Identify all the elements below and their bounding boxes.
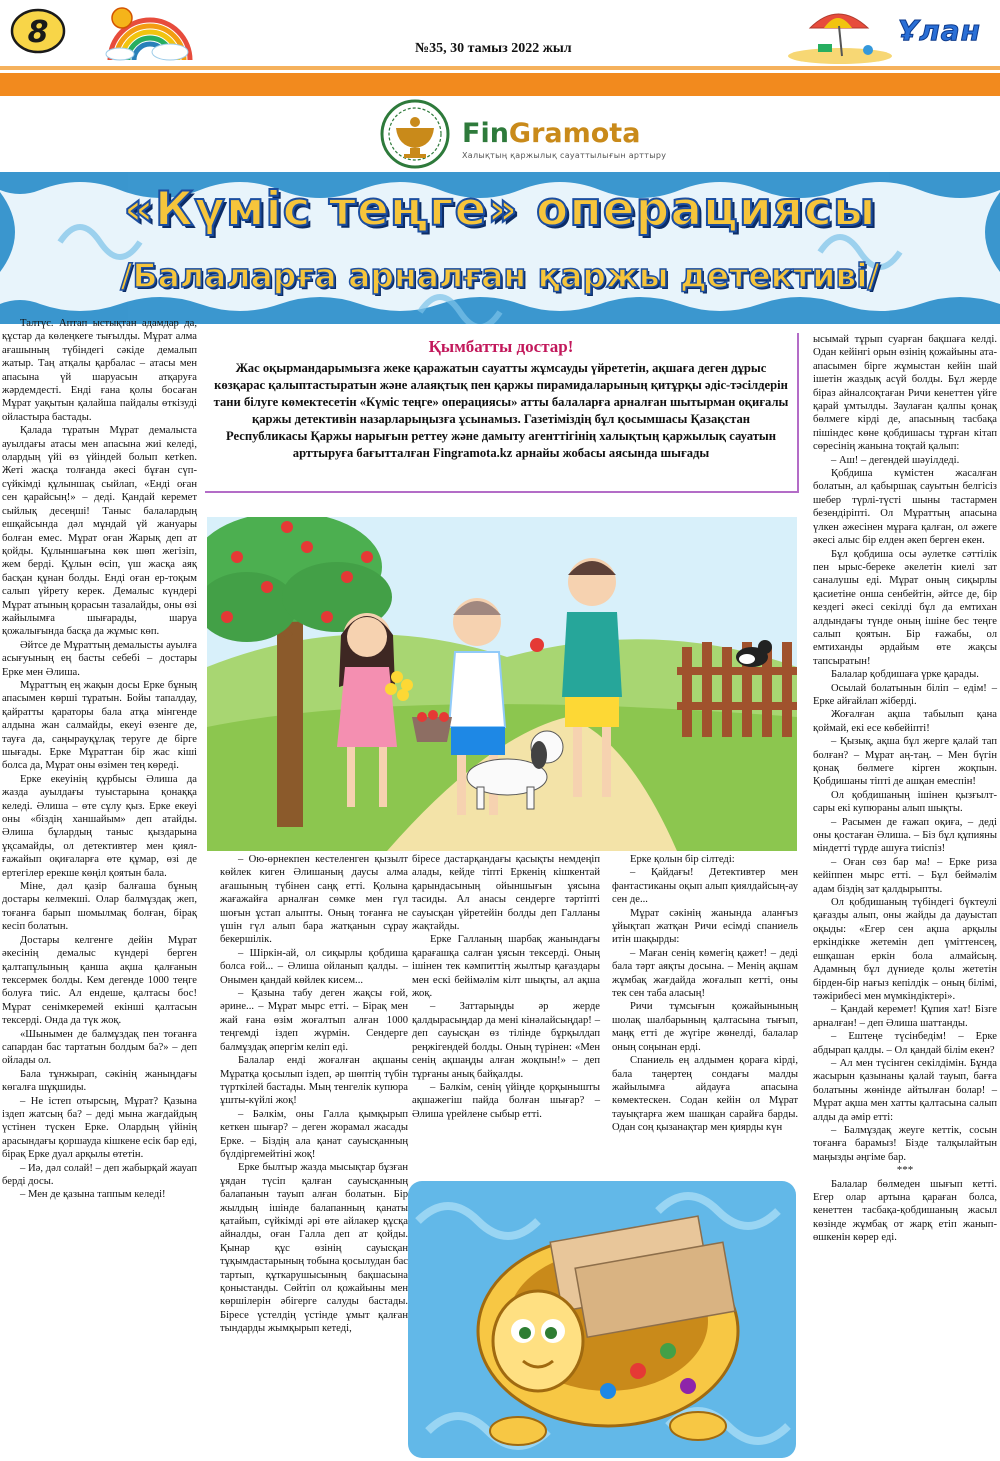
paragraph: – Аш! – дегендей шәуілдеді. xyxy=(831,454,960,466)
article-column-1 xyxy=(2,317,197,1202)
paragraph: – Қандай керемет! Құпия хат! Бізге арналған! – деп Әлиша шаттанды. xyxy=(813,1004,997,1029)
paragraph: – Мен де қазына таппым келеді! xyxy=(20,1189,166,1201)
paragraph: Спаниель ең алдымен қораға кірді, бала таңертең сондағы малды жайылымға айдауға апасына көмектескен. Содан кейін ол Мұрат тауықтарға жем шашқан сарайға барды. Одан соң қызанақтар мен қиярды күн xyxy=(612,1055,798,1134)
paragraph: – Бәлкім, сенің үйіңде қорқынышты ақшажегіш пайда болған шығар? – Әлиша үрейлене сыбыр етті. xyxy=(412,1081,600,1120)
paragraph: – Не істеп отырсың, Мұрат? Қазына іздеп жатсың ба? – деді мына жағдайдың үстінен түскен Ерке. Олардың үйінің арасындағы қоршауда кішкене есік бар еді, бірақ Ерке дуал арқылы өтетін. xyxy=(2,1095,197,1161)
page-number-badge xyxy=(8,6,68,54)
paragraph: біресе дастарқандағы қасықты немдеңіп алады, кейде тіпті Еркенің кішкентай қарындасының ойыншығын ұясына тасиды. Ал анасы сендерге тәртіпті сауысқан үйретейін болды деп Галланы жақтайды. xyxy=(412,854,600,933)
headline-title: «Күміс теңге» операциясы xyxy=(123,182,877,237)
paragraph: Осылай болатынын біліп – едім! – Ерке айғайлап жіберді. xyxy=(813,682,997,707)
paragraph: Қалада тұратын Мұрат демалыста ауылдағы атасы мен апасына жиі келеді, олардың үйі өз үйіндей болып кетken. Жеті жасқа толғанда әкесі бұған сүп-сүйкімді құлыншақ сыйлап, «Енді оған сен қарайсың!» – деді. Қандай керемет сыйлық десеңші! Таныс балалардың ешқайсында дәл мұндай үй жануары болған емес. Мұрат оған Жарық деп ат қойды. Құлыншағына көк шөп жегізіп, жем берді. Құлын өсіп, үш жасқа аяқ басқан құнан болды. Енді оған ер-тоқым салып үйрету керек. Демалыс күндері Мұрат атының қорасын тазалайды, оны өзі жайылымға шығарады, шаруа қожалығында басқа да жұмыс көп. xyxy=(2,425,197,638)
paragraph: Ол қобдишаның ішінен қызғылт-сары екі купюраны алып шықты. xyxy=(813,789,997,815)
sun-rainbow-icon xyxy=(100,2,200,64)
paragraph: – Заттарыңды әр жерде қалдырасыңдар да мені кінәлайсыңдар! – деп сауысқан өз тілінде бұрқылдап реңжігендей болды. Оның түрінен: «Мен сенің ақшаңды алған жоқпын!» – деп тұрғаны анық байқалды. xyxy=(412,1001,600,1080)
paragraph: Талтүс. Аптап ыстықтан адамдар да, құстар да көлеңкеге тығылды. Мұрат алма ағашының түбіндегі сәкіде демалып жатыр. Таң атқалы қарбалас – атасы мен апасына үй шаруасын атқаруға жәрдемдесті. Енді ғана қолы босаған Мұрат уақытын қалайша пайдалы өткізуді ойластыра бастады. xyxy=(2,318,197,423)
paragraph: Жоғалған ақша табылып қана қоймай, екі есе көбейіпті! xyxy=(813,709,997,734)
paragraph: Достары келгенге дейін Мұрат әкесінің демалыс күндері берген қалтапұлының қанша ақша қалғанын тексермек болды. Кем дегенде 1000 теңге болуға тиіс. Ал ендеше, қалтасы бос! Мұрат сенімкеремей екінші қалтасын тексерді. Онда да түк жоқ. xyxy=(2,934,197,1027)
paragraph: – Расымен де ғажап оқиға, – деді оны қостаған Әлиша. – Біз бұл құпияны міндетті түрде ашуға тиіспіз! xyxy=(813,816,997,855)
paragraph: Балалар бөлмеден шығып кетті. Егер олар артына қараған болса, кенеттен тасбақа-қобдишаның жасыл көзінде жұмбақ от жарқ етіп жанып-өшкенін көрер еді. xyxy=(813,1178,997,1244)
paragraph: Бұл қобдиша осы әулетке сәттілік пен ырыс-береке әкелетін киелі зат саналушы еді. Мұрат оның сиқырлы қасиетіне онша сенбейтін, әйтсе де, бір кездегі әкесі секілді бұл да емтихан алдындағы түнде оның ішіне бес теңге салып қоятын. Бір ғажабы, ол емтиханды әрдайым өте жақсы тапсыратын! xyxy=(813,548,997,667)
paragraph: «Шынымен де балмұздақ пен тоғанға сапардан бас тартатын болдым ба?» – деп ойлады ол. xyxy=(2,1028,197,1067)
paragraph: ысымай тұрып суарған бақшаға келді. Одан кейінгі орын өзінің қожайыны ата-апасымен бірге жұмыстан кейін шай ішетін жаздық асүй болды. Бұл жерде біраз айналсоқтаған Ричи кенеттен үйге қарай ұмтылды. Заулаған қалпы қонақ бөлмеге кірді де, апасының тасбақа пішіндес көне қобдишасы тұрған кітап сөресінің жанына тоқтай қалып: xyxy=(813,334,997,453)
brand-name-fin: Fin xyxy=(462,118,509,149)
paragraph: – Бәлкім, оны Галла қымқырып кеткен шығар? – деген жорамал жасады Ерке. – Біздің ала қанат сауысқанның бүлдіргемейтіні жоқ! xyxy=(220,1108,408,1160)
paragraph: – Маған сенің көмегің қажет! – деді бала тәрт аяқты досына. – Менің ақшам жұмбақ жағдайда жоғалып кетті, оны тек сен таба аласың! xyxy=(612,947,798,1000)
paragraph: Ричи тұмсығын қожайынының шолақ шалбарының қалтасына тығып, маңқ етті де жүгіре жөнелді, балалар оның соңынан ерді. xyxy=(612,1001,798,1053)
paragraph: Ерке былтыр жазда мысықтар бұзған ұядан түсіп қалған сауысқанның балапанын тауып алған болатын. Бір жылдың ішінде балапанның қанаты қатайып, сүйкімді әрі өте айлакер құсқа айналды, оған Галла деп ат қойды. Қынар құс өзінің сауысқан тұқымдастарының тобына қосылудан бас тартып, құткарушысының бақшасына қоныстанды. Сөйтіп ол қожайыны мен көршілерін әбігерге салуды бастады. Біресе үстелдің үстінде ұмыт қалған тындарды жымқырып кетеді, xyxy=(220,1162,408,1335)
paragraph: Мұрат сәкінің жанында аланғыз ұйықтап жатқан Ричи есімді спаниель итін шақырды: xyxy=(612,907,798,946)
issue-date: №35, 30 тамыз 2022 жыл xyxy=(415,41,572,56)
headline-subtitle: /Балаларға арналған қаржы детективі/ xyxy=(120,256,880,295)
paragraph: – Оған сөз бар ма! – Ерке риза кейіппен мырс етті. – Бұл беймәлім адам біздің зат қалдырыпты. xyxy=(813,856,997,895)
paragraph: – Иә, дәл солай! – деп жабырқай жауап берді досы. xyxy=(2,1162,197,1187)
paragraph: Ерке екеуінің құрбысы Әлиша да жазда ауылдағы туыстарына қонаққа келеді. Әлиша – өте сұлу қыз. Ерке екеуі оны «біздің ханшайым» деп атайды. Әлиша бұлардың таныс қыздарына ұқсамайды, ол детективтер мен қиял-ғажайып оқиғаларға өте құмар, өзі де ертегілер ерекше көңіл қоятын бала. xyxy=(2,773,197,879)
turtle-box-illustration xyxy=(408,1181,796,1458)
paragraph: Балалар қобдишаға үрке қарады. xyxy=(831,669,979,681)
paragraph: – Балмұздақ жеуге кеттік, сосын тоғанға барамыз! Бізде талқылайтын маңызды әңгіме бар. xyxy=(813,1124,997,1163)
paragraph: Бала тұнжырап, сәкінің жаныңдағы көгалға шұқшиды. xyxy=(2,1068,197,1094)
paragraph: Қобдиша күмістен жасалған болатын, ал қабыршақ сауытын белгісіз шебер түрлі-түсті шыны тастармен безендіріпті. Ол Мұраттың апасына үлкен әжесінен мұраға қалған, ол әжеге әкесі алыс бір елден әкеп берген екен. xyxy=(813,468,997,547)
article-column-4 xyxy=(612,853,798,1135)
header-stripe-thin xyxy=(0,66,1000,70)
paragraph: – Ал мен түсінген секілдімін. Бұнда жасырын қазынаны қалай тауып, бағға болатыны жөнінде айтылған болар! – Мұрат ақша мен хатты қалтасына салып алды да әмір етті: xyxy=(813,1057,997,1123)
paragraph: Ерке Галланың шарбақ жанындағы қарағашқа салған ұясын тексерді. Оның ішінен тек кәмпиттің жылтыр қағаздары мен ескі бейімәлім кілт шықты, ал ақша жоқ. xyxy=(412,934,600,1000)
intro-text: Жас оқырмандарымызға жеке қаражатын сауатты жұмсауды үйрететін, ақшаға деген дұрыс көзқарас қалыптастыратын және алаяқтық пен қаржы пирамидаларының қитұрқы әдіс-тәсілдерін тани білуге көмектесетін «Күміс теңге» операциясы» атты балаларға арналған шытырман оқиғалы қаржы детективін назарларыңызға ұсынамыз. Газетіміздің бұл қосымшасы Қазақстан Республикасы Қаржы нарығын реттеу және дамыту агенттігінің халықтың қаржылық сауатын арттыруға бағытталған Fingramota.kz арнайы жобасы аясында шығады xyxy=(213,361,789,460)
children-illustration xyxy=(207,517,797,851)
paragraph: – Қайдағы! Детективтер мен фантастиканы оқып алып қиялдайсың-ау сен де... xyxy=(612,867,798,906)
paragraph: – Қазына табу деген жақсы ғой, әрине... – Мұрат мырс етті. – Бірақ мен жай ғана өзім жоғалтып алған 1000 теңгемді іздеп жүрмін. Сендерге балмұздақ әпергім келіп еді. xyxy=(220,988,408,1053)
paragraph: Мұраттың ең жақын досы Ерке бұның апасымен көрші тұратын. Бойы тапалдау, қайратты қараторы бала атқа мінгенде алдына жан салмайды, екеуі өзенге де, тауға да, саңырауқұлақ теруге де бірге шығады. Ерке Мұраттан бір жас кіші болса да, Мұрат оны өзімен тең көреді. xyxy=(2,679,197,772)
paragraph: Ерке қолын бір сілтеді: xyxy=(630,854,735,865)
paragraph: – Ештеңе түсінбедім! – Ерке абдырап қалды. – Ол қандай білім екен? xyxy=(813,1031,997,1056)
paragraph: Балалар енді жоғалған ақшаны Мұратқа қосылып іздеп, әр шөптің түбін түрткілей бастады. Мың тенгелік купюра ұшты-күйлі жоқ! xyxy=(220,1055,408,1107)
paragraph: Ол қобдишаның түбіндегі бүктеулі қағазды алып, оны жайды да дауыстап оқыды: «Егер сен ақша арқылы еркіндікке жетемін деп үміттенсең, ешқашан еркін бола алмайсың. Адамның бұл дүниеде қолы жететін бірден-бір нағыз кепілдік – оның білімі, тәжірибесі мен мүмкіндіктері». xyxy=(813,897,997,1002)
beach-umbrella-icon xyxy=(780,4,895,64)
fingramota-logo-text xyxy=(462,118,640,149)
paragraph: Әйтсе де Мұраттың демалысты ауылға асығуының ең басты себебі – достары Ерке мен Әлиша. xyxy=(2,639,197,678)
article-column-3 xyxy=(412,853,600,1121)
fingramota-emblem-icon xyxy=(372,98,458,170)
intro-title: Қымбатты достар! xyxy=(428,337,574,356)
section-separator: *** xyxy=(896,1164,914,1177)
article-column-2 xyxy=(220,853,408,1336)
paragraph: – Ою-өрнекпен кестеленген қызылт көйлек киген Әлишаның даусы алма ағашының түбінен саңқ етті. Қолына жағажайға арналған сөмке мен гүл шоғын ұстап алыпты. Оның тоғанға не үшін гүл алып бара жатқанын сұрау бекершілік. xyxy=(220,854,408,946)
newspaper-logo: Ұлан xyxy=(898,14,982,47)
paragraph: – Қызық, ақша бұл жерге қалай тап болған? – Мұрат аң-таң. – Мен бүгін қонақ бөлмеге кірген жоқпын. Қобдишаны тіпті де ашқан емеспін! xyxy=(813,736,997,788)
page-number: 8 xyxy=(27,15,49,50)
paragraph: Міне, дәл қазір балғаша бұның достары келмекші. Олар балмұздақ жеп, тоғанға барып шомылмақ болған, бірақ кесіп болатын. xyxy=(2,881,197,933)
header-stripe xyxy=(0,73,1000,96)
paragraph: – Шіркін-ай, ол сиқырлы қобдиша болса ғой... – Әлиша ойланып қалды. – Онымен қандай көйлек кисем... xyxy=(220,947,408,986)
brand-tagline: Халықтың қаржылық сауаттылығын арттыру xyxy=(462,151,667,160)
brand-name-gramota: Gramota xyxy=(508,118,641,149)
article-column-5 xyxy=(813,333,997,1245)
